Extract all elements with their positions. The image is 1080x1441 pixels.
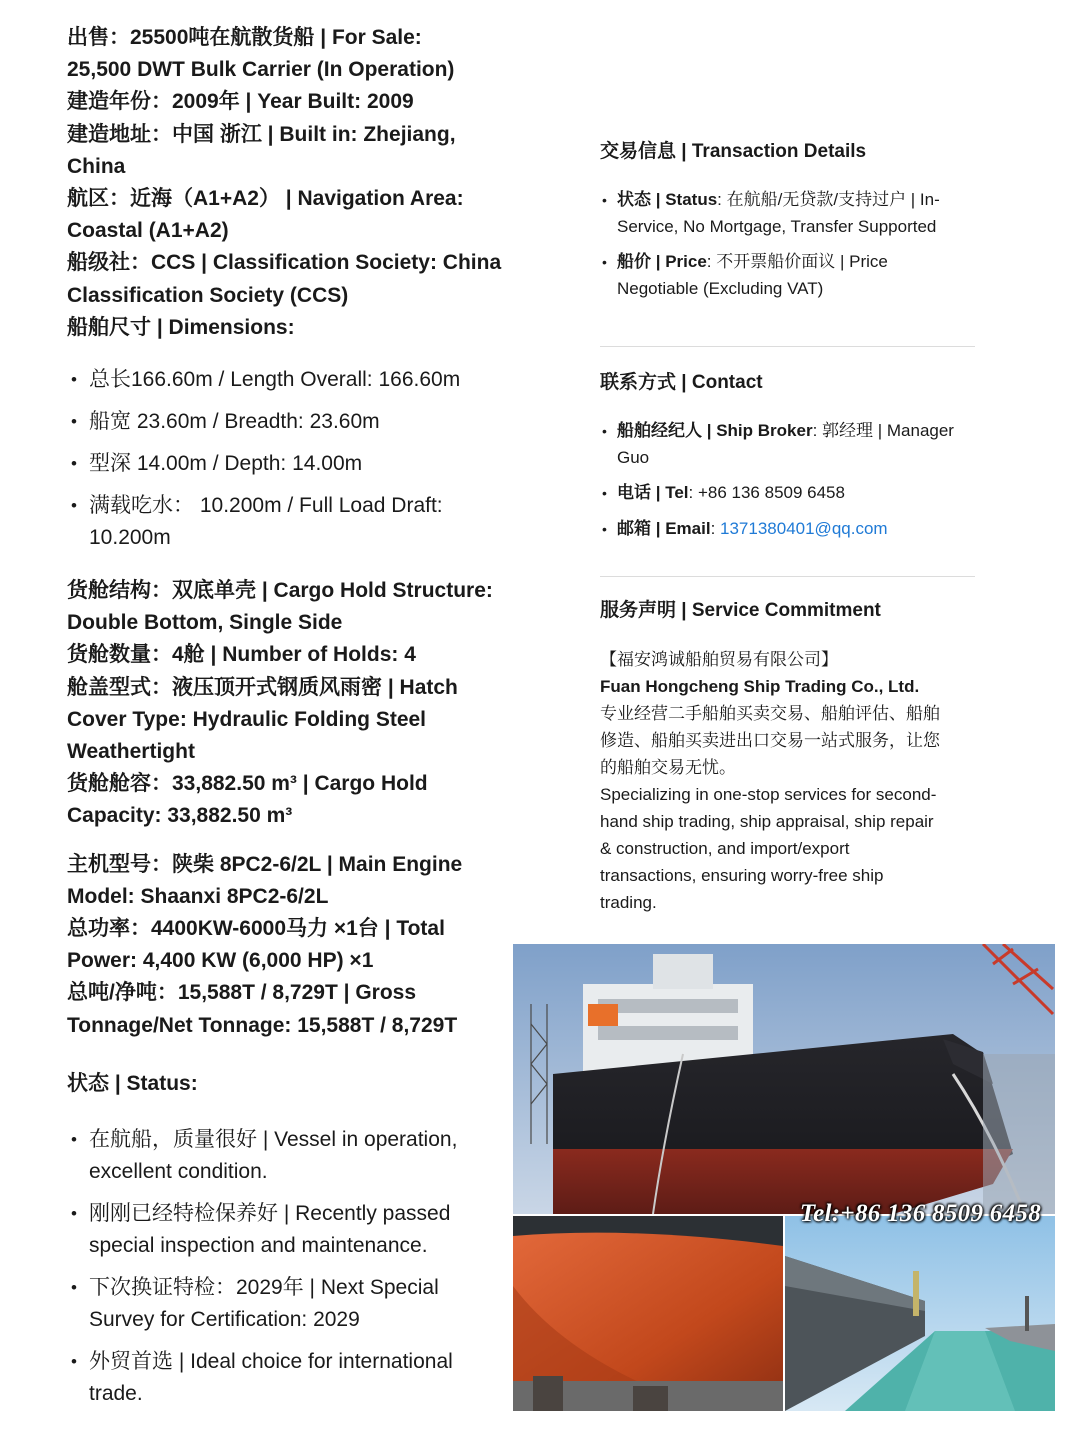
spec-line: 货舱结构：双底单壳 | Cargo Hold Structure: (67, 579, 493, 603)
dimensions-list (67, 364, 517, 553)
service-desc-en: Specializing in one-stop services for second- (600, 785, 937, 804)
list-item: • 总长166.60m / Length Overall: 166.60m (69, 364, 517, 396)
list-item: • 船舶经纪人 | Ship Broker: 郭经理 | Manager Guo (600, 418, 975, 471)
spec-line: 货舱舱容：33,882.50 m³ | Cargo Hold (67, 772, 428, 796)
spec-line: 航区：近海（A1+A2） | Navigation Area: (67, 187, 464, 211)
dimensions-heading: 船舶尺寸 | Dimensions: (67, 315, 295, 339)
service-desc-cn: 修造、船舶买卖进出口交易一站式服务，让您 (600, 731, 940, 750)
list-item: • 刚刚已经特检保养好 | Recently passed special inspection and maintenance. (69, 1198, 517, 1261)
spec-line: Model: Shaanxi 8PC2-6/2L (67, 884, 329, 908)
spec-line: 货舱数量：4舱 | Number of Holds: 4 (67, 643, 416, 667)
service-desc-cn: 专业经营二手船舶买卖交易、船舶评估、船舶 (600, 704, 940, 723)
spec-line: 船级社：CCS | Classification Society: China (67, 251, 502, 275)
spec-line: Cover Type: Hydraulic Folding Steel (67, 707, 427, 731)
transaction-heading: 交易信息 | Transaction Details (600, 141, 867, 162)
spec-line: 主机型号：陕柴 8PC2-6/2L | Main Engine (67, 852, 463, 876)
list-item: • 在航船，质量很好 | Vessel in operation, excellent condition. (69, 1124, 517, 1187)
spec-line: Weathertight (67, 740, 195, 764)
ship-specs-column (67, 22, 517, 1420)
email-link[interactable]: 1371380401@qq.com (720, 518, 888, 538)
spec-block-cargo (67, 575, 517, 833)
spec-line: Double Bottom, Single Side (67, 611, 343, 635)
list-item: • 船价 | Price: 不开票船价面议 | Price Negotiable (Excluding VAT) (600, 249, 975, 302)
spec-line: Coastal (A1+A2) (67, 219, 229, 243)
info-column (600, 138, 975, 916)
list-item: • 型深 14.00m / Depth: 14.00m (69, 448, 517, 480)
ship-photo-collage (513, 944, 1055, 1411)
spec-line: 总吨/净吨：15,588T / 8,729T | Gross (67, 981, 417, 1005)
hull-bow-photo (513, 944, 1055, 1214)
red-hull-photo (513, 1216, 783, 1411)
spec-line: Tonnage/Net Tonnage: 15,588T / 8,729T (67, 1013, 458, 1037)
spec-line: 出售：25500吨在航散货船 | For Sale: (67, 26, 422, 49)
spec-line: 建造地址：中国 浙江 | Built in: Zhejiang, (67, 122, 456, 146)
service-desc-en: & construction, and import/export (600, 839, 850, 858)
list-item: • 电话 | Tel: +86 136 8509 6458 (600, 480, 975, 507)
list-item: • 外贸首选 | Ideal choice for international trade. (69, 1346, 517, 1409)
list-item: • 船宽 23.60m / Breadth: 23.60m (69, 406, 517, 438)
spec-line: Capacity: 33,882.50 m³ (67, 804, 293, 828)
spec-block-general (67, 22, 517, 344)
spec-line: Classification Society (CCS) (67, 283, 349, 307)
spec-line: 总功率：4400KW-6000马力 ×1台 | Total (67, 917, 445, 941)
service-desc-en: transactions, ensuring worry-free ship (600, 866, 884, 885)
list-item: • 状态 | Status: 在航船/无贷款/支持过户 | In- Service, No Mortgage, Transfer Supported (600, 187, 975, 240)
list-item: • 满载吃水： 10.200m / Full Load Draft: 10.200m (69, 490, 517, 553)
contact-heading: 联系方式 | Contact (600, 372, 763, 393)
status-heading: 状态 | Status: (67, 1071, 198, 1095)
service-desc-en: hand ship trading, ship appraisal, ship repair (600, 812, 934, 831)
contact-list (600, 418, 975, 542)
company-name-en: Fuan Hongcheng Ship Trading Co., Ltd. (600, 677, 920, 696)
spec-line: Power: 4,400 KW (6,000 HP) ×1 (67, 949, 374, 973)
spec-line: 建造年份：2009年 | Year Built: 2009 (67, 90, 414, 114)
company-name-cn: 【福安鸿诚船舶贸易有限公司】 (600, 650, 838, 669)
deck-canal-photo (785, 1216, 1055, 1411)
phone-watermark: Tel:+86 136 8509 6458 (799, 1200, 1041, 1227)
transaction-list (600, 187, 975, 302)
spec-line: 25,500 DWT Bulk Carrier (In Operation) (67, 58, 455, 82)
list-item: • 下次换证特检：2029年 | Next Special Survey for Certification: 2029 (69, 1272, 517, 1335)
spec-line: 舱盖型式：液压顶开式钢质风雨密 | Hatch (67, 675, 458, 699)
service-desc-en: trading. (600, 893, 657, 912)
list-item: • 邮箱 | Email: 1371380401@qq.com (600, 516, 975, 543)
service-heading: 服务声明 | Service Commitment (600, 600, 881, 621)
service-desc-cn: 的船舶交易无忧。 (600, 758, 736, 777)
spec-block-engine (67, 849, 517, 1042)
spec-line: China (67, 154, 126, 178)
status-list (67, 1124, 517, 1409)
